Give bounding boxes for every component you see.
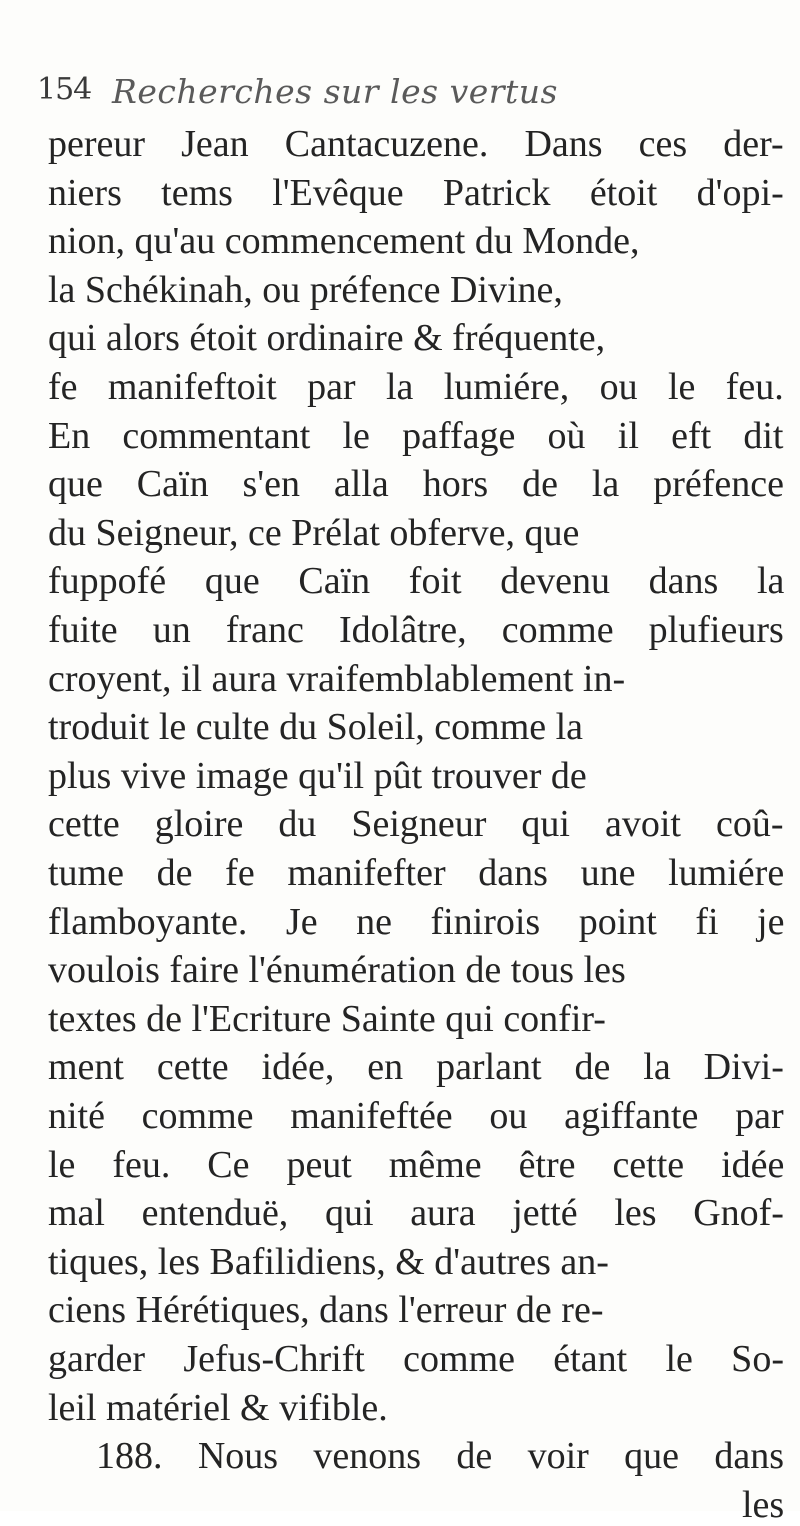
text-line: voulois faire l'énumération de tous les	[48, 949, 626, 992]
catchword: les	[742, 1483, 785, 1526]
text-line: du Seigneur, ce Prélat obferve, que	[48, 511, 580, 554]
text-line: ment cette idée, en parlant de la Divi-	[48, 1046, 784, 1089]
text-line: En commentant le paffage où il eft dit	[48, 414, 784, 457]
text-line: pereur Jean Cantacuzene. Dans ces der-	[48, 123, 784, 165]
page-number: 154	[37, 72, 92, 107]
text-line: plus vive image qu'il pût trouver de	[48, 754, 587, 797]
text-line: garder Jefus-Chrift comme étant le So-	[48, 1338, 784, 1380]
text-line: cette gloire du Seigneur qui avoit coû-	[48, 803, 784, 846]
text-line: ciens Hérétiques, dans l'erreur de re-	[48, 1289, 604, 1332]
text-line: fuppofé que Caïn foit devenu dans la	[48, 560, 785, 603]
page-header	[0, 0, 800, 130]
text-line: le feu. Ce peut même être cette idée	[48, 1143, 785, 1186]
text-line: troduit le culte du Soleil, comme la	[48, 706, 584, 749]
text-line: croyent, il aura vraifemblablement in-	[48, 657, 626, 700]
text-line: que Caïn s'en alla hors de la préfence	[48, 463, 784, 506]
text-line: textes de l'Ecriture Sainte qui confir-	[48, 997, 606, 1040]
text-line: leil matériel & vifible.	[48, 1386, 388, 1429]
text-line: niers tems l'Evêque Patrick étoit d'opi-	[48, 171, 784, 214]
text-line: nité comme manifeftée ou agiffante par	[48, 1095, 784, 1137]
text-line: 188. Nous venons de voir que dans	[96, 1435, 784, 1478]
text-line: tume de fe manifefter dans une lumiére	[48, 852, 785, 894]
text-line: mal entenduë, qui aura jetté les Gnof-	[48, 1192, 784, 1235]
text-line: fe manifeftoit par la lumiére, ou le feu.	[48, 366, 784, 408]
text-line: qui alors étoit ordinaire & fréquente,	[48, 317, 606, 360]
running-title: Recherches sur les vertus	[112, 72, 558, 111]
text-line: nion, qu'au commencement du Monde,	[48, 220, 640, 263]
text-line: tiques, les Bafilidiens, & d'autres an-	[48, 1240, 609, 1283]
text-line: la Schékinah, ou préfence Divine,	[48, 268, 563, 311]
text-line: flamboyante. Je ne finirois point fi je	[48, 900, 785, 943]
text-line: fuite un franc Idolâtre, comme plufieurs	[48, 609, 784, 651]
